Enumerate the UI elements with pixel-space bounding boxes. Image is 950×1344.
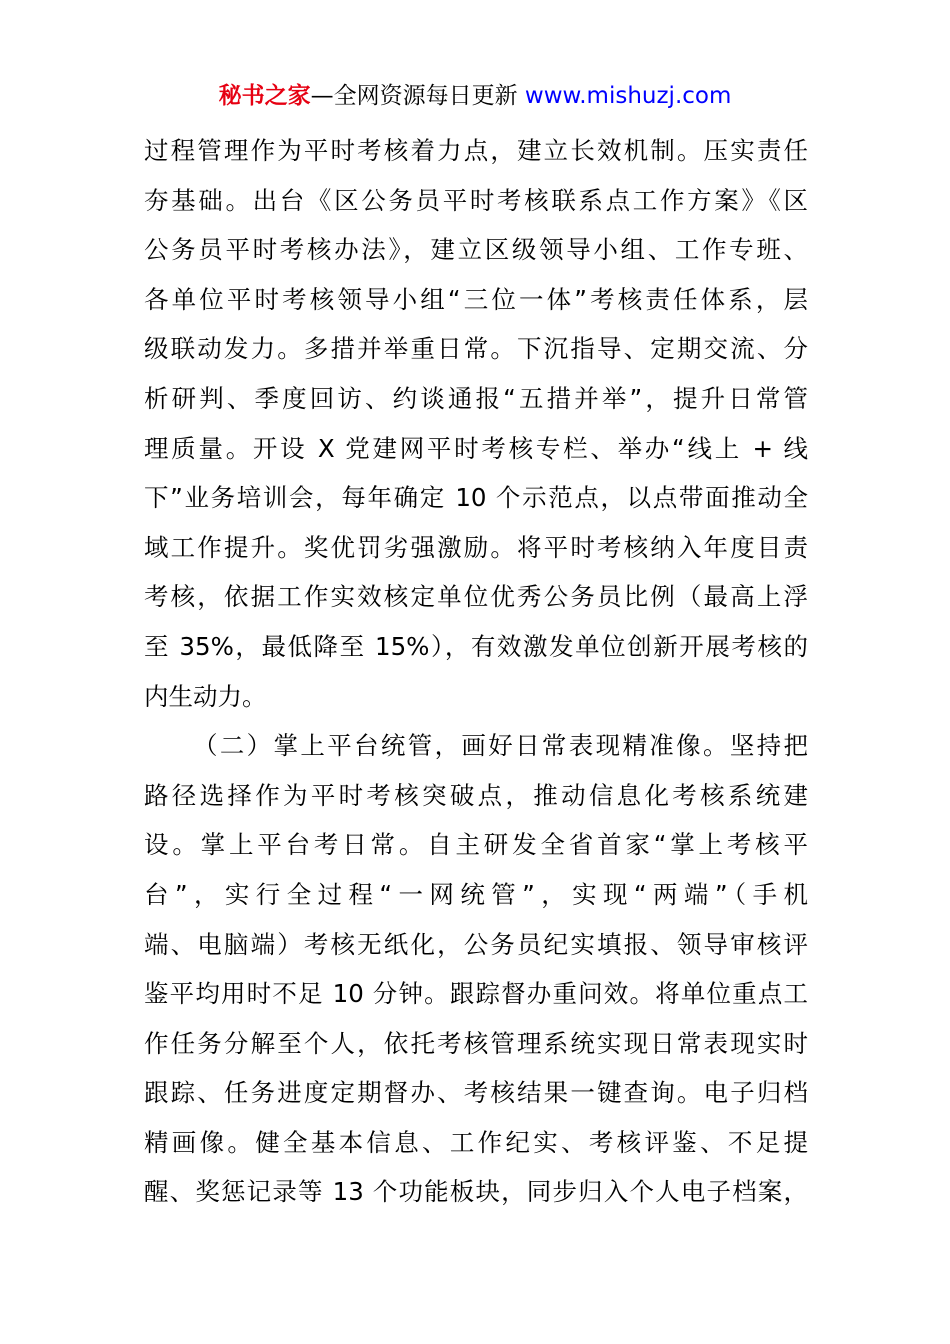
text-line: 设。掌上平台考日常。自主研发全省首家“掌上考核平 — [144, 830, 808, 860]
text-line: 台”，实行全过程“一网统管”，实现“两端”（手机 — [144, 879, 808, 909]
text-line: 考核，依据工作实效核定单位优秀公务员比例（最高上浮 — [144, 582, 808, 612]
document-body — [144, 126, 808, 1217]
site-url: www.mishuzj.com — [524, 83, 732, 109]
header-tagline: —全网资源每日更新 — [310, 83, 525, 109]
text-line: 鉴平均用时不足 10 分钟。跟踪督办重问效。将单位重点工 — [144, 979, 808, 1009]
text-line: 精画像。健全基本信息、工作纪实、考核评鉴、不足提 — [144, 1127, 808, 1157]
brand-name: 秘书之家 — [218, 83, 311, 109]
text-line: 析研判、季度回访、约谈通报“五措并举”，提升日常管 — [144, 383, 808, 413]
text-line: 各单位平时考核领导小组“三位一体”考核责任体系，层 — [144, 284, 808, 314]
paragraph-end-line: 内生动力。 — [144, 681, 267, 711]
text-line: 过程管理作为平时考核着力点，建立长效机制。压实责任 — [144, 136, 808, 165]
text-line: 路径选择作为平时考核突破点，推动信息化考核系统建 — [144, 780, 808, 810]
text-line: 公务员平时考核办法》，建立区级领导小组、工作专班、 — [144, 235, 808, 265]
text-line: 理质量。开设 X 党建网平时考核专栏、举办“线上 + 线 — [144, 433, 808, 463]
text-line: 跟踪、任务进度定期督办、考核结果一键查询。电子归档 — [144, 1078, 808, 1108]
text-line: 作任务分解至个人，依托考核管理系统实现日常表现实时 — [144, 1028, 808, 1058]
text-line: 级联动发力。多措并举重日常。下沉指导、定期交流、分 — [144, 334, 808, 364]
text-line: 夯基础。出台《区公务员平时考核联系点工作方案》《区 — [144, 185, 808, 215]
text-line: 端、电脑端）考核无纸化，公务员纪实填报、领导审核评 — [144, 929, 808, 959]
text-line: 下”业务培训会，每年确定 10 个示范点，以点带面推动全 — [144, 483, 808, 513]
page-header — [0, 80, 950, 112]
section-heading-line: （二）掌上平台统管，画好日常表现精准像。坚持把 — [193, 731, 808, 761]
text-line: 至 35%，最低降至 15%），有效激发单位创新开展考核的 — [144, 631, 808, 661]
text-line: 醒、奖惩记录等 13 个功能板块，同步归入个人电子档案， — [144, 1177, 808, 1207]
text-line: 域工作提升。奖优罚劣强激励。将平时考核纳入年度目责 — [144, 532, 808, 562]
